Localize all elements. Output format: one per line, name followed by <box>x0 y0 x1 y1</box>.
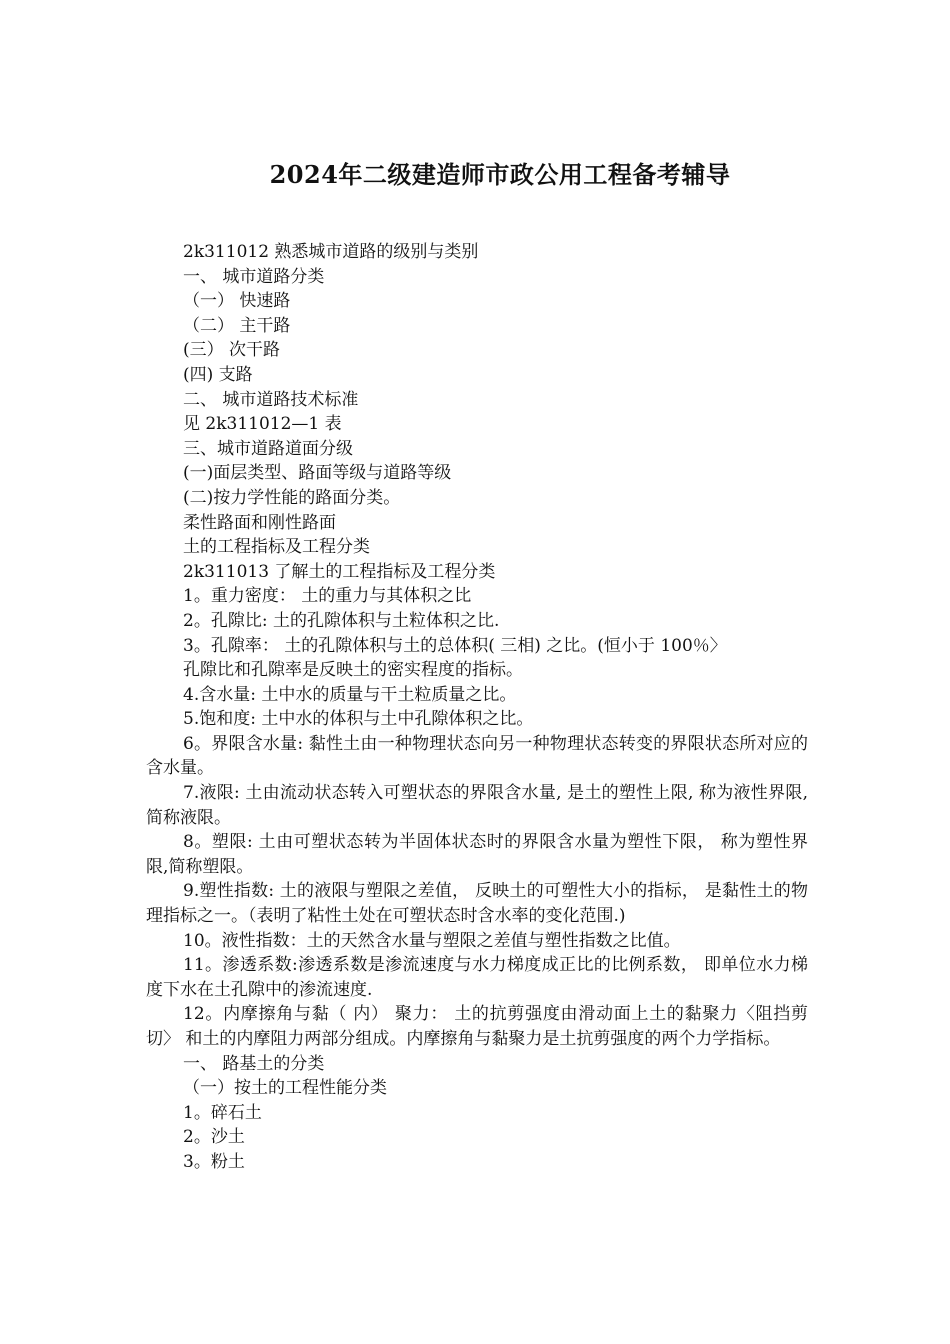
text-line: 孔隙比和孔隙率是反映土的密实程度的指标。 <box>183 660 523 681</box>
text-line: (二)按力学性能的路面分类。 <box>183 487 401 508</box>
text-paragraph: 6。界限含水量: 黏性土由一种物理状态向另一种物理状态转变的界限状态所对应的含水量。 <box>146 733 808 779</box>
text-paragraph: 10。液性指数：土的天然含水量与塑限之差值与塑性指数之比值。 <box>183 930 681 951</box>
text-line: 5.饱和度: 土中水的体积与土中孔隙体积之比。 <box>183 709 534 730</box>
text-line: 4.含水量: 土中水的质量与干土粒质量之比。 <box>183 684 517 705</box>
text-paragraph: 9.塑性指数: 土的液限与塑限之差值， 反映土的可塑性大小的指标， 是黏性土的物 理指标之一。（表明了粘性土处在可塑状态时含水率的变化范围.) <box>146 881 808 927</box>
text-line: 一、 城市道路分类 <box>183 266 325 287</box>
text-line: 2。孔隙比: 土的孔隙体积与土粒体积之比. <box>183 610 500 631</box>
text-line: 一、 路基土的分类 <box>183 1053 325 1074</box>
text-line: 见 2k311012—1 表 <box>183 414 342 435</box>
text-line: 3。孔隙率： 土的孔隙体积与土的总体积( 三相) 之比。(恒小于 100％〉 <box>183 635 727 656</box>
text-paragraph: 12。内摩擦角与黏（ 内） 聚力： 土的抗剪强度由滑动面上土的黏聚力〈阻挡剪切〉 和土的内摩阻力两部分组成。内摩擦角与黏聚力是土抗剪强度的两个力学指标。 <box>146 1004 808 1049</box>
text-line: （二） 主干路 <box>183 315 291 336</box>
text-paragraph: 11。渗透系数:渗透系数是渗流速度与水力梯度成正比的比例系数， 即单位水力梯度下水在土孔隙中的渗流速度. <box>146 955 808 1000</box>
text-paragraph: 7.液限: 土由流动状态转入可塑状态的界限含水量, 是土的塑性上限, 称为液性界限, 简称液限。 <box>146 783 808 828</box>
text-line: (三） 次干路 <box>183 340 281 361</box>
text-line: 3。粉土 <box>183 1151 245 1172</box>
text-line: 土的工程指标及工程分类 <box>183 537 370 558</box>
text-line: (四) 支路 <box>183 364 253 385</box>
document-body <box>146 240 808 1175</box>
text-line: 2。沙土 <box>183 1127 245 1148</box>
text-line: （一）按土的工程性能分类 <box>183 1078 387 1099</box>
text-line: 2k311013 了解土的工程指标及工程分类 <box>183 561 496 582</box>
text-line: （一） 快速路 <box>183 291 291 312</box>
text-line: 二、 城市道路技术标准 <box>183 389 359 410</box>
text-paragraph: 8。塑限: 土由可塑状态转为半固体状态时的界限含水量为塑性下限， 称为塑性界限,简称塑限。 <box>146 832 808 877</box>
text-line: 柔性路面和刚性路面 <box>183 512 336 533</box>
text-line: (一)面层类型、路面等级与道路等级 <box>183 463 452 484</box>
text-line: 1。重力密度： 土的重力与其体积之比 <box>183 586 472 607</box>
document-title: 2024年二级建造师市政公用工程备考辅导 <box>269 160 731 189</box>
text-line: 三、城市道路道面分级 <box>183 438 353 459</box>
text-line: 1。碎石土 <box>183 1102 262 1123</box>
text-line: 2k311012 熟悉城市道路的级别与类别 <box>183 242 479 262</box>
